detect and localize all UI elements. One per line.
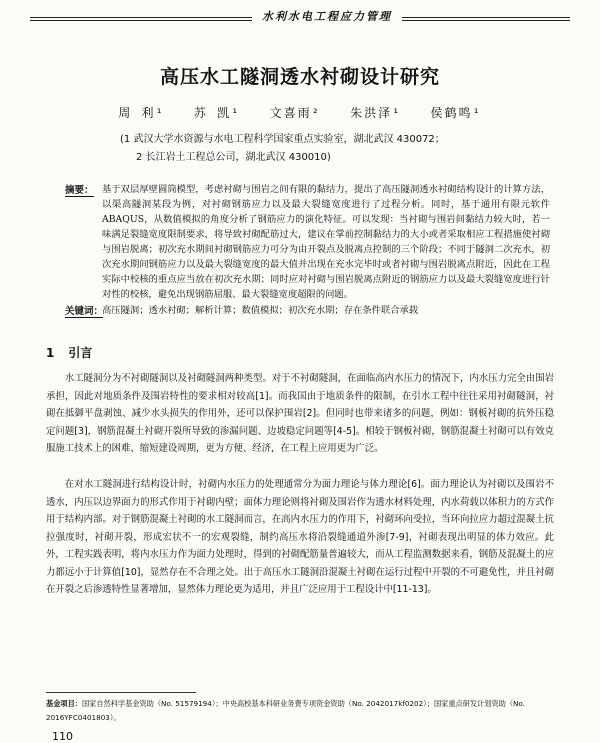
author: 周 利¹ [118,106,165,120]
page-number: 110 [52,730,73,743]
paragraph-text: 水工隧洞分为不衬砌隧洞以及衬砌隧洞两种类型。对于不衬砌隧洞，在面临高内水压力的情况下，内水压力完全由围岩承担，因此对地质条件及围岩特性的要求相对较高[1]。而我国由于地质条件的限制，在引水工程中往往采用衬砌隧洞，衬砌在抵御平盘剥蚀、减少水头损失的作用外，还可以保护围岩[2]。但同时也带来诸多的问题，例如：钢板衬砌的抗外压稳定问题[3]，钢筋混凝土衬砌开裂所导致的渗漏问题、边坡稳定问题等[4-5]。相较于钢板衬砌，钢筋混凝土衬砌可以有效克服施工技术上的困难、缩短建设周期，更为方便、经济，在工程上应用更为广泛。 [46,373,554,454]
author-list [0,104,600,121]
paragraph-text: 在对水工隧洞进行结构设计时，衬砌内水压力的处理通常分为面力理论与体力理论[6]。面力理论认为衬砌以及围岩不透水，内压以边界面力的形式作用于衬砌内壁；面体力理论则将衬砌及围岩作为透水材料处理，内水荷载以体积力的方式作用于结构内部。对于钢筋混凝土衬砌的水工隧洞而言，在高内水压力的作用下，衬砌环向受拉，当环向拉应力超过混凝土抗拉强度时，衬砌开裂，形成宏状不一的宏观裂缝，制约高压水将沿裂缝通道外渗[7-9]，衬砌表现出明显的体力效应。此外，工程实践表明，将内水压力作为面力处理时，得到的衬砌配筋量普遍较大，而从工程监测数据来看，钢筋及混凝土的应力都远小于计算值[10]，显然存在不合理之处。出于高压水工隧洞沿混凝土衬砌在运行过程中开裂的不可避免性，并且衬砌在开裂之后渗透特性显著增加，显然体力理论更为适用，并且广泛应用于工程设计中[11-13]。 [46,479,554,595]
author: 苏 凯¹ [193,106,241,120]
section-title: 引言 [68,346,93,360]
body-paragraph [46,370,554,458]
body-paragraph [46,476,554,599]
author: 朱洪泽¹ [350,106,402,120]
affiliation: 2 长江岩土工程总公司，湖北武汉 430010) [136,152,331,163]
running-header [30,8,570,28]
section-number: 1 [46,346,55,360]
section-heading [46,344,106,361]
funding-footnote [46,697,554,725]
author: 文喜雨² [269,106,321,120]
journal-name: 水利水电工程应力管理 [252,8,402,24]
keywords-label: 关键词： [65,303,103,318]
footnote-text: 国家自然科学基金资助（No. 51579194）；中央高校基本科研业务费专项资金资助（No. 2042017kf0202）；国家重点研发计划资助（No. 2016YFC0401803）。 [46,699,525,722]
author: 侯鹤鸣¹ [430,106,482,120]
footnote-tag: 基金项目： [46,699,82,708]
keywords-text: 高压隧洞；透水衬砌；解析计算；数值模拟；初次充水期；存在条件联合承载 [102,305,419,316]
paper-title: 高压水工隧洞透水衬砌设计研究 [159,66,440,88]
footnote-rule [46,692,196,693]
abstract-label: 摘要： [65,182,94,197]
abstract-text: 基于双层厚壁圆筒模型，考虑衬砌与围岩之间有限的黏结力，提出了高压隧洞透水衬砌结构设计的计算方法，以渠高隧洞某段为例，对衬砌钢筋应力以及最大裂缝宽度进行了过程分析。同时，基于通用有限元软件ABAQUS，从数值模拟的角度分析了钢筋应力的演化特征。可以发现：当衬砌与围岩间黏结力较大时，若一味满足裂缝宽度限制要求，将导致衬砌配筋过大，建议在掌前控制黏结力的大小或者采取相应工程措施使衬砌与围岩脱离；初次充水期间衬砌钢筋应力可分为由开裂点及脱离点控制的三个阶段；不同于隧洞二次充水，初次充水期间钢筋应力以及最大裂缝宽度的最大值并出现在充水完毕时或者衬砌与围岩脱离点附近，因此在工程实际中校核的重点应当放在初次充水期；同时应对衬砌与围岩脱离点附近的钢筋应力以及最大裂缝宽度进行针对性的校核，避免出现钢筋屈服、最大裂缝宽度超限的问题。 [102,184,550,300]
affiliation: (1 武汉大学水资源与水电工程科学国家重点实验室，湖北武汉 430072； [120,134,445,145]
